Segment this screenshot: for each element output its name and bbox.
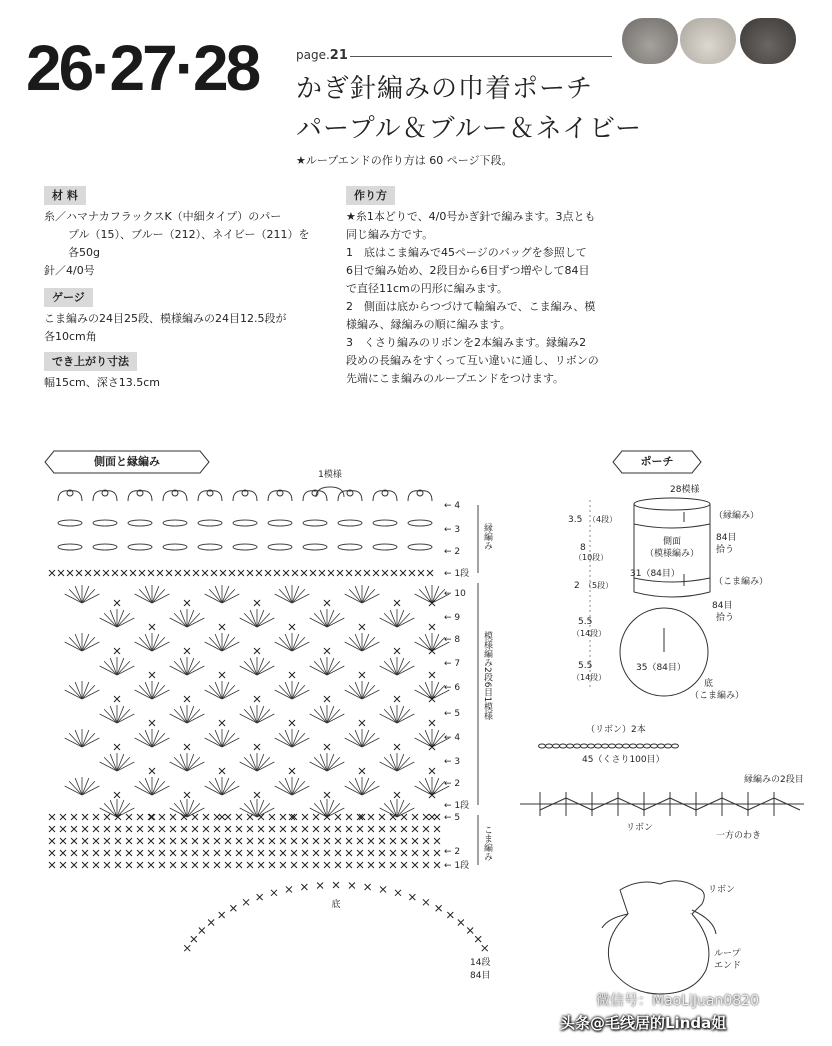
edge-side-label: 縁編み	[482, 523, 492, 550]
pick-up-label-a2: 拾う	[716, 545, 735, 555]
toutiao-watermark	[560, 1012, 726, 1033]
svg-text:← 2: ← 2	[444, 779, 461, 789]
materials-line: 糸／ハマナカフラックスK（中細タイプ）のパー	[44, 210, 282, 223]
title-line-1: かぎ針編みの巾着ポーチ	[296, 74, 594, 104]
instruction-line: 先端にこま編みのループエンドをつけます。	[346, 372, 565, 385]
r55a-rows: （14段）	[572, 629, 607, 638]
svg-text:← 3: ← 3	[444, 525, 461, 535]
instruction-line: 6目で編み始め、2段目から6目ずつ増やして84目	[346, 264, 590, 277]
svg-text:← 1段: ← 1段	[444, 801, 470, 811]
svg-text:← 4: ← 4	[444, 733, 461, 743]
instruction-line: ★糸1本どりで、4/0号かぎ針で編みます。3点とも	[346, 210, 596, 223]
base-label: 底	[704, 679, 714, 689]
materials-line: 針／4/0号	[44, 264, 95, 277]
instruction-line: 同じ編み方です。	[346, 228, 434, 241]
pouch-ribbon-label: リボン	[708, 885, 736, 895]
pick-up-label-b2: 拾う	[716, 613, 735, 623]
size-heading: でき上がり寸法	[44, 352, 137, 371]
pick-up-label-a: 84目	[716, 533, 737, 543]
svg-text:← 1段: ← 1段	[444, 861, 470, 871]
svg-text:← 2: ← 2	[444, 847, 461, 857]
size-text	[44, 374, 160, 392]
ribbon-diagram	[520, 720, 810, 840]
r55b-rows: （14段）	[572, 673, 607, 682]
dim-35: 3.5	[568, 515, 583, 525]
bottom-label: 底	[331, 900, 341, 910]
gauge-line: 各10cm角	[44, 330, 97, 343]
page-label: page.	[296, 48, 330, 62]
svg-text:← 3: ← 3	[444, 757, 461, 767]
pouch-side-diagram	[560, 478, 800, 708]
one-repeat-label: 1模様	[318, 470, 342, 480]
instruction-line: 段めの長編みをすくって互い違いに通し、リボンの	[346, 354, 599, 367]
svg-text:← 5: ← 5	[444, 709, 461, 719]
svg-text:← 10: ← 10	[444, 589, 466, 599]
base-circle-label: 35（84目）	[636, 663, 686, 673]
dim-8: 8	[580, 543, 586, 553]
gauge-text	[44, 310, 286, 346]
loop-end-label-1: ループ	[714, 949, 741, 959]
side-label: 側面	[662, 537, 682, 547]
pouch-photo-blue	[680, 18, 736, 64]
edge-label: （縁編み）	[714, 511, 760, 521]
title-line-2: パープル＆ブルー＆ネイビー	[296, 114, 643, 144]
instructions-text	[346, 208, 599, 388]
dim-8-rows: （10段）	[574, 553, 609, 562]
materials-line: 各50g	[68, 246, 100, 259]
one-side-label: 一方のわき	[716, 831, 762, 840]
side-edge-banner: 側面と縁編み	[94, 455, 160, 468]
pouch-banner: ポーチ	[640, 455, 674, 468]
instruction-line: 2 側面は底からつづけて輪編みで、こま編み、模	[346, 300, 596, 313]
ribbon-count-label: （リボン）2本	[586, 725, 646, 735]
page-reference	[296, 48, 348, 63]
ribbon-length-label: 45（くさり100目）	[582, 755, 665, 765]
svg-text:← 5: ← 5	[444, 813, 461, 823]
dim-35-rows: （4段）	[588, 515, 618, 524]
pick-up-label-b: 84目	[712, 601, 733, 611]
base-stitches-label: 84目	[470, 971, 491, 981]
side-pattern-label: （模様編み）	[644, 549, 700, 559]
base-sc-label: （こま編み）	[690, 691, 745, 701]
svg-text:← 2: ← 2	[444, 547, 461, 557]
r55b: 5.5	[578, 661, 593, 671]
materials-heading: 材 料	[44, 186, 86, 205]
svg-text:← 4: ← 4	[444, 501, 461, 511]
dim-2: 2	[574, 581, 580, 591]
loop-end-label-2: エンド	[714, 961, 742, 971]
svg-text:← 7: ← 7	[444, 659, 461, 669]
svg-text:← 8: ← 8	[444, 635, 461, 645]
instruction-line: 3 くさり編みのリボンを2本編みます。縁編み2	[346, 336, 587, 349]
repeat-bracket	[316, 487, 344, 497]
materials-line: プル（15）、ブルー（212）、ネイビー（211）を	[68, 228, 310, 241]
instruction-line: 様編み、縁編みの順に編みます。	[346, 318, 511, 331]
pouch-photo-navy	[740, 18, 796, 64]
edge-row2-label: 縁編みの2段目	[744, 775, 804, 785]
sc-label: （こま編み）	[714, 577, 769, 587]
instruction-line: 1 底はこま編みで45ページのバッグを参照して	[346, 246, 587, 259]
size-line: 幅15cm、深さ13.5cm	[44, 376, 161, 389]
circumference-label: 31（84目）	[630, 569, 680, 579]
header-rule	[350, 56, 612, 57]
gauge-line: こま編みの24目25段、模様編みの24目12.5段が	[44, 312, 287, 325]
materials-list	[44, 208, 309, 280]
base-rows-label: 14段	[470, 958, 491, 968]
wechat-watermark: 微信号：MaoLiJuan0820	[596, 993, 759, 1009]
pattern-side-label: 模様編み2段6目1模様	[482, 631, 492, 721]
stitch-chart	[40, 465, 510, 995]
r55a: 5.5	[578, 617, 593, 627]
top-width-label: 28模様	[670, 485, 700, 495]
sc-side-label: こま編み	[482, 825, 492, 861]
svg-text:← 9: ← 9	[444, 613, 461, 623]
dim-2-rows: （5段）	[584, 581, 614, 590]
finished-pouch-illustration	[590, 870, 750, 1000]
ribbon-word-label: リボン	[626, 823, 654, 833]
instruction-line: で直径11cmの円形に編みます。	[346, 282, 508, 295]
svg-text:← 6: ← 6	[444, 683, 461, 693]
loop-end-note: ★ループエンドの作り方は 60 ページ下段。	[296, 154, 513, 167]
page-number: 21	[329, 48, 348, 63]
gauge-heading: ゲージ	[44, 288, 93, 307]
instructions-heading: 作り方	[346, 186, 395, 205]
pouch-photo-purple	[622, 18, 678, 64]
watermark-text: 头条@毛线居的Linda姐	[560, 1014, 727, 1032]
pattern-numbers: 26·27·28	[26, 32, 259, 104]
svg-text:← 1段: ← 1段	[444, 569, 470, 579]
